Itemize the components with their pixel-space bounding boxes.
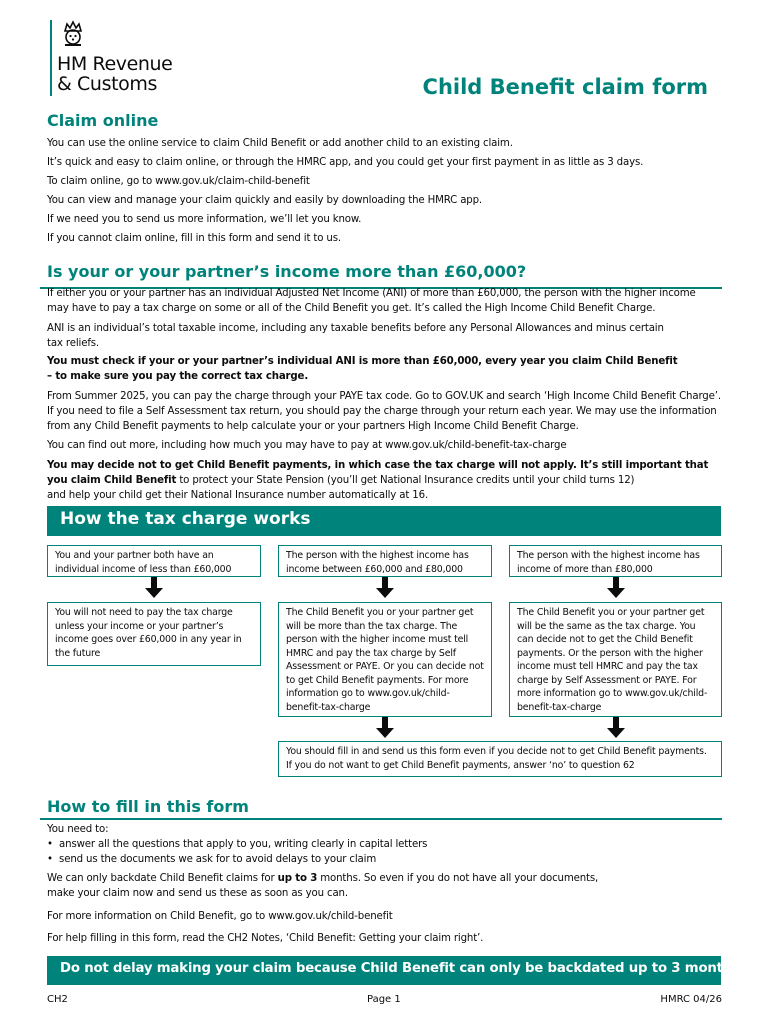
backdate-warning-banner xyxy=(47,956,740,985)
backdate-line xyxy=(47,871,598,886)
ani-definition-line: ANI is an individual’s total taxable income, including any taxable benefits before any Personal Allowances and minus certain xyxy=(47,323,664,334)
decide-not-line: You may decide not to get Child Benefit payments, in which case the tax charge will not apply. It’s still important that xyxy=(47,460,709,471)
flow-box-60k-to-80k: The person with the highest income has income between £60,000 and £80,000 xyxy=(278,545,492,577)
must-check-line: You must check if your or your partner’s individual ANI is more than £60,000, every year you claim Child Benefit xyxy=(47,356,678,367)
claim-online-line: If we need you to send us more information, we’ll let you know. xyxy=(47,214,362,225)
backdate-text: We can only backdate Child Benefit claims for xyxy=(47,873,278,884)
must-check-line: – to make sure you pay the correct tax charge. xyxy=(47,371,309,382)
flow-box-under-60k: You and your partner both have an individual income of less than £60,000 xyxy=(47,545,261,577)
flow-result-partial-charge: The Child Benefit you or your partner get will be more than the tax charge. The person with the higher income must tell HMRC and pay the tax charge by Self Assessment or PAYE. Or you can decide not to get Child Benefit payments. For more information go to www.gov.uk/child-benefit-tax-charge xyxy=(278,602,492,717)
ani-paragraph-line: may have to pay a tax charge on some or all of the Child Benefit you get. It’s called the High Income Child Benefit Charge. xyxy=(47,303,656,314)
tax-charge-banner xyxy=(47,506,721,536)
backdate-text: months. So even if you do not have all your documents, xyxy=(317,873,599,884)
claim-online-heading: Claim online xyxy=(47,111,159,130)
org-name-line2: & Customs xyxy=(57,73,157,95)
claim-online-line: It’s quick and easy to claim online, or through the HMRC app, and you could get your first payment in as little as 3 days. xyxy=(47,157,644,168)
arrow-down-icon xyxy=(375,577,395,599)
you-need-to-text: You need to: xyxy=(47,824,109,835)
form-version: HMRC 04/26 xyxy=(660,994,722,1005)
decide-not-line: and help your child get their National Insurance number automatically at 16. xyxy=(47,490,429,501)
arrow-down-icon xyxy=(606,717,626,739)
backdate-line: make your claim now and send us these as soon as you can. xyxy=(47,888,348,899)
arrow-down-icon xyxy=(144,577,164,599)
income-heading: Is your or your partner’s income more than £60,000? xyxy=(47,262,527,281)
paye-paragraph-line: If you need to file a Self Assessment tax return, you should pay the charge through your return each year. We may use the information xyxy=(47,406,717,417)
royal-crest-icon xyxy=(58,18,88,48)
backdate-warning-text: Do not delay making your claim because Child Benefit can only be backdated up to 3 months xyxy=(60,961,740,976)
claim-child-benefit-emphasis: you claim Child Benefit xyxy=(47,475,177,486)
organisation-name xyxy=(57,54,172,94)
how-to-fill-heading: How to fill in this form xyxy=(47,797,249,816)
flow-final-instruction: You should fill in and send us this form even if you decide not to get Child Benefit payments. If you do not want to get Child Benefit payments, answer ‘no’ to question 62 xyxy=(278,741,722,777)
paye-paragraph-line: from any Child Benefit payments to help calculate your or your partners High Income Child Benefit Charge. xyxy=(47,421,579,432)
bullet-item: • send us the documents we ask for to avoid delays to your claim xyxy=(47,854,377,865)
org-name-line1: HM Revenue xyxy=(57,53,173,75)
logo-rule xyxy=(50,20,52,96)
bullet-text: answer all the questions that apply to you, writing clearly in capital letters xyxy=(59,839,428,850)
decide-not-line xyxy=(47,473,634,488)
tax-charge-heading: How the tax charge works xyxy=(60,509,311,529)
flow-box-over-80k: The person with the highest income has income of more than £80,000 xyxy=(509,545,722,577)
form-code: CH2 xyxy=(47,994,68,1005)
arrow-down-icon xyxy=(375,717,395,739)
form-title: Child Benefit claim form xyxy=(422,75,708,99)
ani-paragraph-line: If either you or your partner has an individual Adjusted Net Income (ANI) of more than £60,000, the person with the higher income xyxy=(47,288,696,299)
claim-online-line: You can view and manage your claim quickly and easily by downloading the HMRC app. xyxy=(47,195,483,206)
bullet-item: • answer all the questions that apply to you, writing clearly in capital letters xyxy=(47,839,428,850)
page-number: Page 1 xyxy=(367,994,401,1005)
section-rule xyxy=(40,818,722,820)
flow-result-full-charge: The Child Benefit you or your partner get will be the same as the tax charge. You can decide not to get the Child Benefit payments. Or the person with the higher income must tell HMRC and pay the tax charge by Self Assessment or PAYE. For more information go to www.gov.uk/child-benefit-tax-charge xyxy=(509,602,722,717)
find-out-more-line: You can find out more, including how much you may have to pay at www.gov.uk/child-benefit-tax-charge xyxy=(47,440,567,451)
state-pension-text: to protect your State Pension (you’ll get National Insurance credits until your child turns 12) xyxy=(176,475,635,486)
more-info-line: For more information on Child Benefit, go to www.gov.uk/child-benefit xyxy=(47,911,393,922)
bullet-text: send us the documents we ask for to avoid delays to your claim xyxy=(59,854,377,865)
claim-online-line: You can use the online service to claim Child Benefit or add another child to an existing claim. xyxy=(47,138,513,149)
flow-result-no-charge: You will not need to pay the tax charge unless your income or your partner’s income goes over £60,000 in any year in the future xyxy=(47,602,261,666)
claim-online-link-line: To claim online, go to www.gov.uk/claim-child-benefit xyxy=(47,176,310,187)
claim-online-line: If you cannot claim online, fill in this form and send it to us. xyxy=(47,233,341,244)
paye-paragraph-line: From Summer 2025, you can pay the charge through your PAYE tax code. Go to GOV.UK and search ‘High Income Child Benefit Charge’. xyxy=(47,391,721,402)
ani-definition-line: tax reliefs. xyxy=(47,338,99,349)
help-line: For help filling in this form, read the CH2 Notes, ‘Child Benefit: Getting your claim right’. xyxy=(47,933,484,944)
backdate-emphasis: up to 3 xyxy=(277,873,318,884)
arrow-down-icon xyxy=(606,577,626,599)
